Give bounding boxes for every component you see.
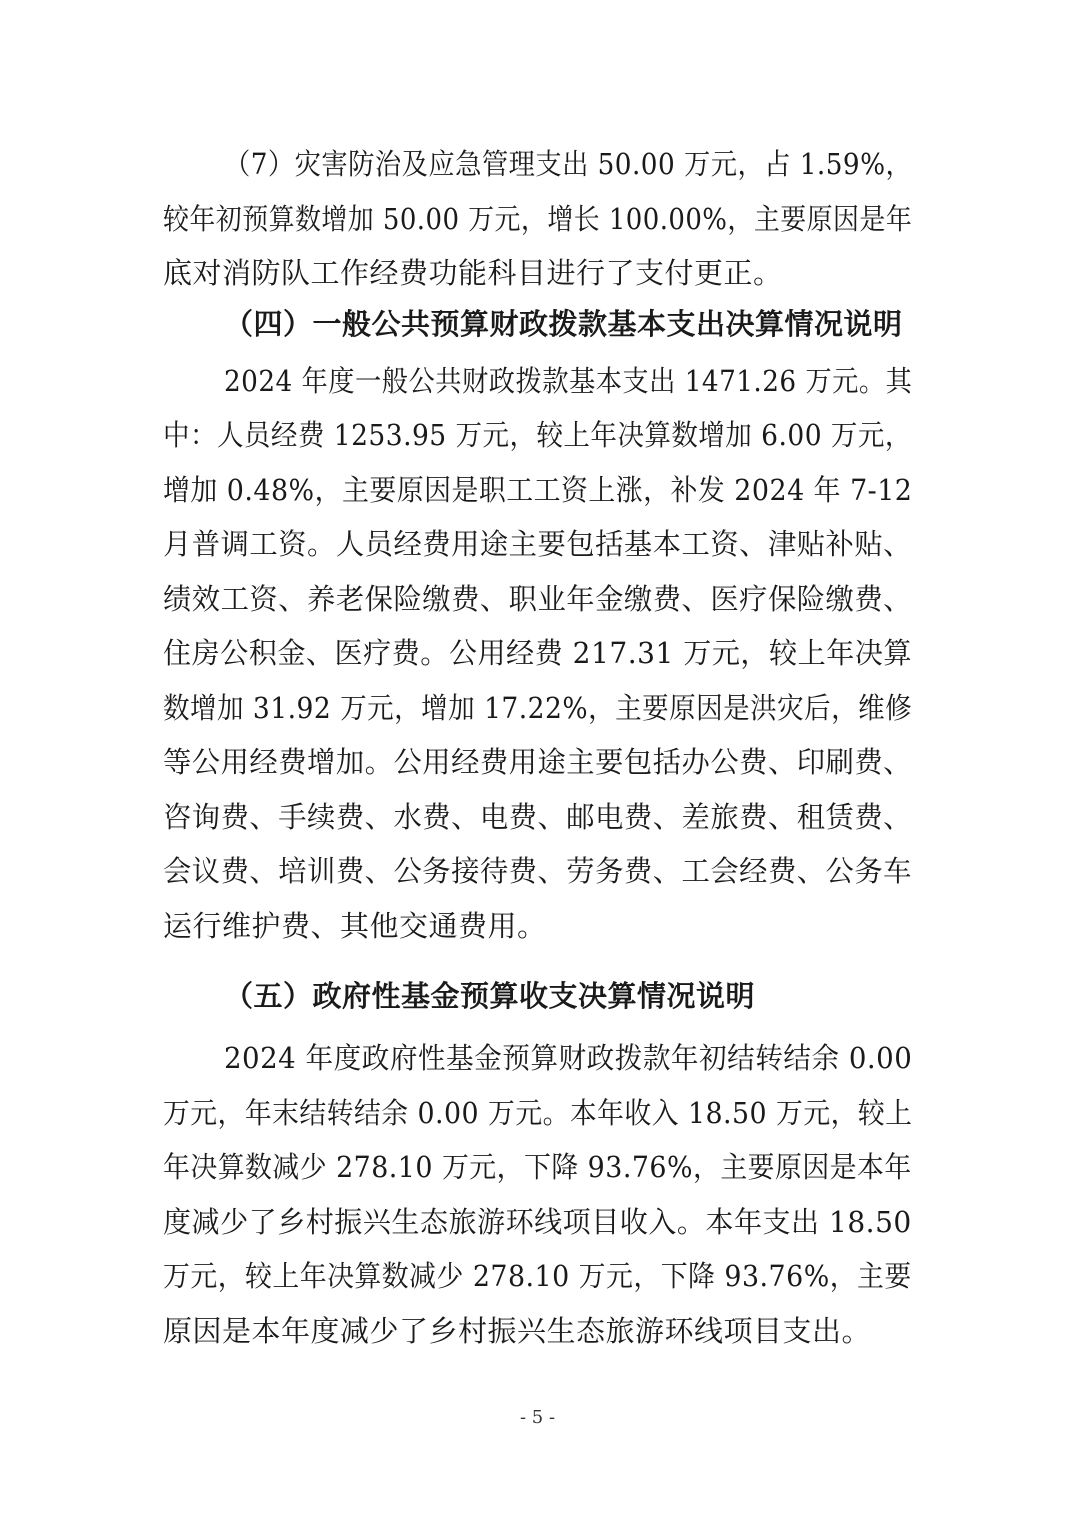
line-text: 住房公积金、医疗费。公用经费 217.31 万元，较上年决算 (163, 636, 912, 670)
paragraph-line (0, 517, 1075, 571)
line-text: 万元，较上年决算数减少 278.10 万元，下降 93.76%，主要 (163, 1259, 912, 1293)
line-text: 底对消防队工作经费功能科目进行了支付更正。 (163, 256, 783, 290)
heading-text: （五）政府性基金预算收支决算情况说明 (224, 979, 756, 1013)
heading-text: （四）一般公共预算财政拨款基本支出决算情况说明 (224, 307, 903, 341)
paragraph-line (0, 1249, 1075, 1303)
paragraph-line (0, 1086, 1075, 1140)
page-number: - 5 - (519, 1407, 556, 1428)
line-text: 2024 年度政府性基金预算财政拨款年初结转结余 0.00 (224, 1041, 913, 1075)
paragraph-line (0, 1140, 1075, 1194)
paragraph-line (0, 844, 1075, 898)
line-text: 咨询费、手续费、水费、电费、邮电费、差旅费、租赁费、 (163, 800, 912, 834)
line-text: 2024 年度一般公共财政拨款基本支出 1471.26 万元。其 (224, 364, 913, 398)
paragraph-line (0, 1195, 1075, 1249)
line-text: 等公用经费增加。公用经费用途主要包括办公费、印刷费、 (163, 745, 912, 779)
line-text: 运行维护费、其他交通费用。 (163, 909, 547, 943)
line-text: 度减少了乡村振兴生态旅游环线项目收入。本年支出 18.50 (163, 1205, 912, 1239)
paragraph-line (0, 572, 1075, 626)
section-heading (0, 297, 1075, 351)
paragraph-line (0, 137, 1075, 191)
line-text: 会议费、培训费、公务接待费、劳务费、工会经费、公务车 (163, 854, 912, 888)
line-text: 数增加 31.92 万元，增加 17.22%，主要原因是洪灾后，维修 (163, 691, 913, 725)
line-text: 较年初预算数增加 50.00 万元，增长 100.00%，主要原因是年 (163, 202, 913, 236)
paragraph-line (0, 899, 1075, 953)
paragraph-line (0, 681, 1075, 735)
paragraph-line (0, 192, 1075, 246)
line-text: 年决算数减少 278.10 万元，下降 93.76%，主要原因是本年 (163, 1150, 912, 1184)
paragraph-line (0, 408, 1075, 462)
paragraph-line (0, 790, 1075, 844)
line-text: 月普调工资。人员经费用途主要包括基本工资、津贴补贴、 (163, 527, 912, 561)
line-text: 增加 0.48%，主要原因是职工工资上涨，补发 2024 年 7-12 (163, 473, 913, 507)
paragraph-line (0, 735, 1075, 789)
line-text: 绩效工资、养老保险缴费、职业年金缴费、医疗保险缴费、 (163, 582, 912, 616)
line-text: 万元，年末结转结余 0.00 万元。本年收入 18.50 万元，较上 (163, 1096, 913, 1130)
paragraph-line (0, 463, 1075, 517)
paragraph-line (0, 354, 1075, 408)
paragraph-line (0, 626, 1075, 680)
line-text: 中：人员经费 1253.95 万元，较上年决算数增加 6.00 万元， (163, 418, 912, 452)
line-text: 原因是本年度减少了乡村振兴生态旅游环线项目支出。 (163, 1314, 872, 1348)
paragraph-line (0, 1304, 1075, 1358)
line-text: （7）灾害防治及应急管理支出 50.00 万元，占 1.59%， (224, 147, 913, 181)
paragraph-line (0, 246, 1075, 300)
paragraph-line (0, 1031, 1075, 1085)
section-heading (0, 969, 1075, 1023)
